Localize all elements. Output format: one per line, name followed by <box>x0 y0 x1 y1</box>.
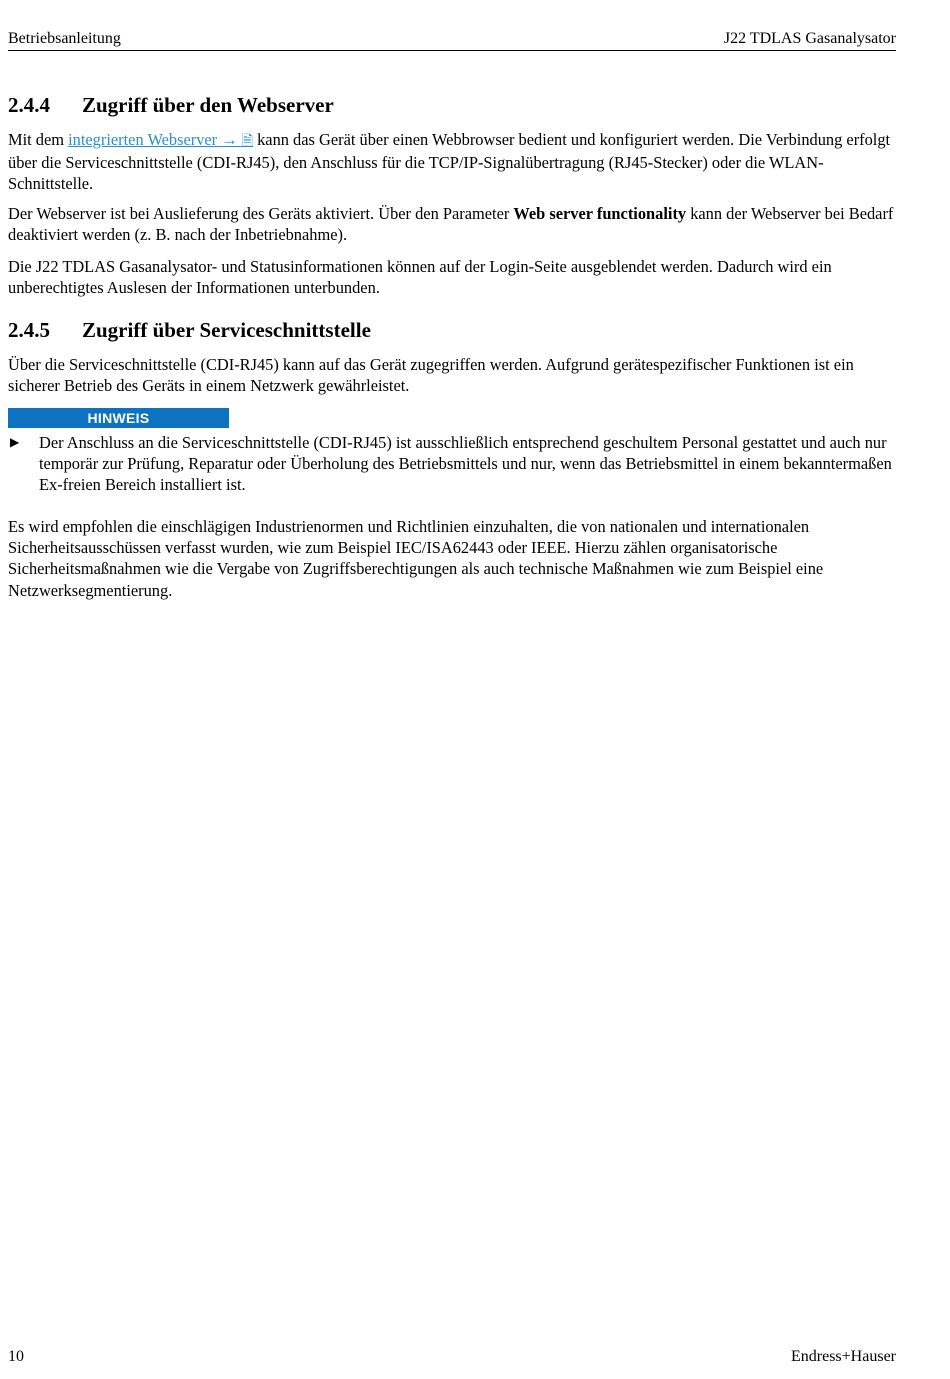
notice-label: HINWEIS <box>8 408 229 428</box>
paragraph-text: Der Webserver ist bei Auslieferung des Geräts aktiviert. Über den Parameter <box>8 204 514 223</box>
paragraph-text: Mit dem <box>8 130 69 149</box>
header-product-name: J22 TDLAS Gasanalysator <box>723 30 896 47</box>
section-heading-service-interface <box>8 318 371 343</box>
bullet-triangle-icon: ▶ <box>10 435 20 449</box>
header-document-type: Betriebsanleitung <box>8 30 121 47</box>
brand-name: Endress+Hauser <box>791 1348 896 1365</box>
webserver-link[interactable] <box>68 130 253 149</box>
paragraph-service-interface: Über die Serviceschnittstelle (CDI-RJ45) kann auf das Gerät zugegriffen werden. Aufgrund gerätespezifischer Funktionen ist ein sicherer Betrieb des Geräts in einem Netzwerk gewährleistet. <box>8 355 854 396</box>
paragraph-login-info: Die J22 TDLAS Gasanalysator- und Statusinformationen können auf der Login-Seite ausgeblendet werden. Dadurch wird ein unberechtigtes Auslesen der Informationen unterbunden. <box>8 257 832 298</box>
paragraph-standards-recommendation: Es wird empfohlen die einschlägigen Industrienormen und Richtlinien einzuhalten, die von nationalen und internationalen Sicherheitsausschüssen verfasst wurden, wie zum Beispiel IEC/ISA62443 oder IEEE. Hierzu zählen organisatorische Sicherheitsmaßnahmen wie die Vergabe von Zugriffsberechtigungen als auch technische Maßnahmen wie zum Beispiel eine Netzwerksegmentierung. <box>8 517 824 600</box>
page-number: 10 <box>8 1348 24 1365</box>
paragraph-text: kann der Webserver bei Bedarf deaktiviert werden (z. B. nach der Inbetriebnahme). <box>8 204 894 245</box>
paragraph-webserver-activation <box>8 203 896 245</box>
section-heading-webserver <box>8 93 334 118</box>
arrow-right-icon: → <box>221 130 238 149</box>
section-title: Zugriff über Serviceschnittstelle <box>82 318 371 342</box>
section-number: 2.4.4 <box>8 93 50 117</box>
section-number: 2.4.5 <box>8 318 50 342</box>
section-title: Zugriff über den Webserver <box>82 93 334 117</box>
page-header <box>8 28 896 51</box>
document-icon: 🗎 <box>241 134 253 149</box>
notice-text: Der Anschluss an die Serviceschnittstelle (CDI-RJ45) ist ausschließlich entsprechend geschultem Personal gestattet und auch nur temporär zur Prüfung, Reparatur oder Überholung des Betriebsmittels und nur, wenn das Betriebsmittel in einem bekanntermaßen Ex-freien Bereich installiert ist. <box>39 433 892 495</box>
paragraph-text: kann das Gerät über einen Webbrowser bedient und konfiguriert werden. Die Verbindung erfolgt über die Serviceschnittstelle (CDI-RJ45), den Anschluss für die TCP/IP-Signalübertragung (RJ45-Stecker) oder die WLAN-Schnittstelle. <box>8 130 891 194</box>
link-text: integrierten Webserver <box>68 130 218 149</box>
parameter-name: Web server functionality <box>513 204 687 223</box>
paragraph-webserver-intro <box>8 129 896 195</box>
